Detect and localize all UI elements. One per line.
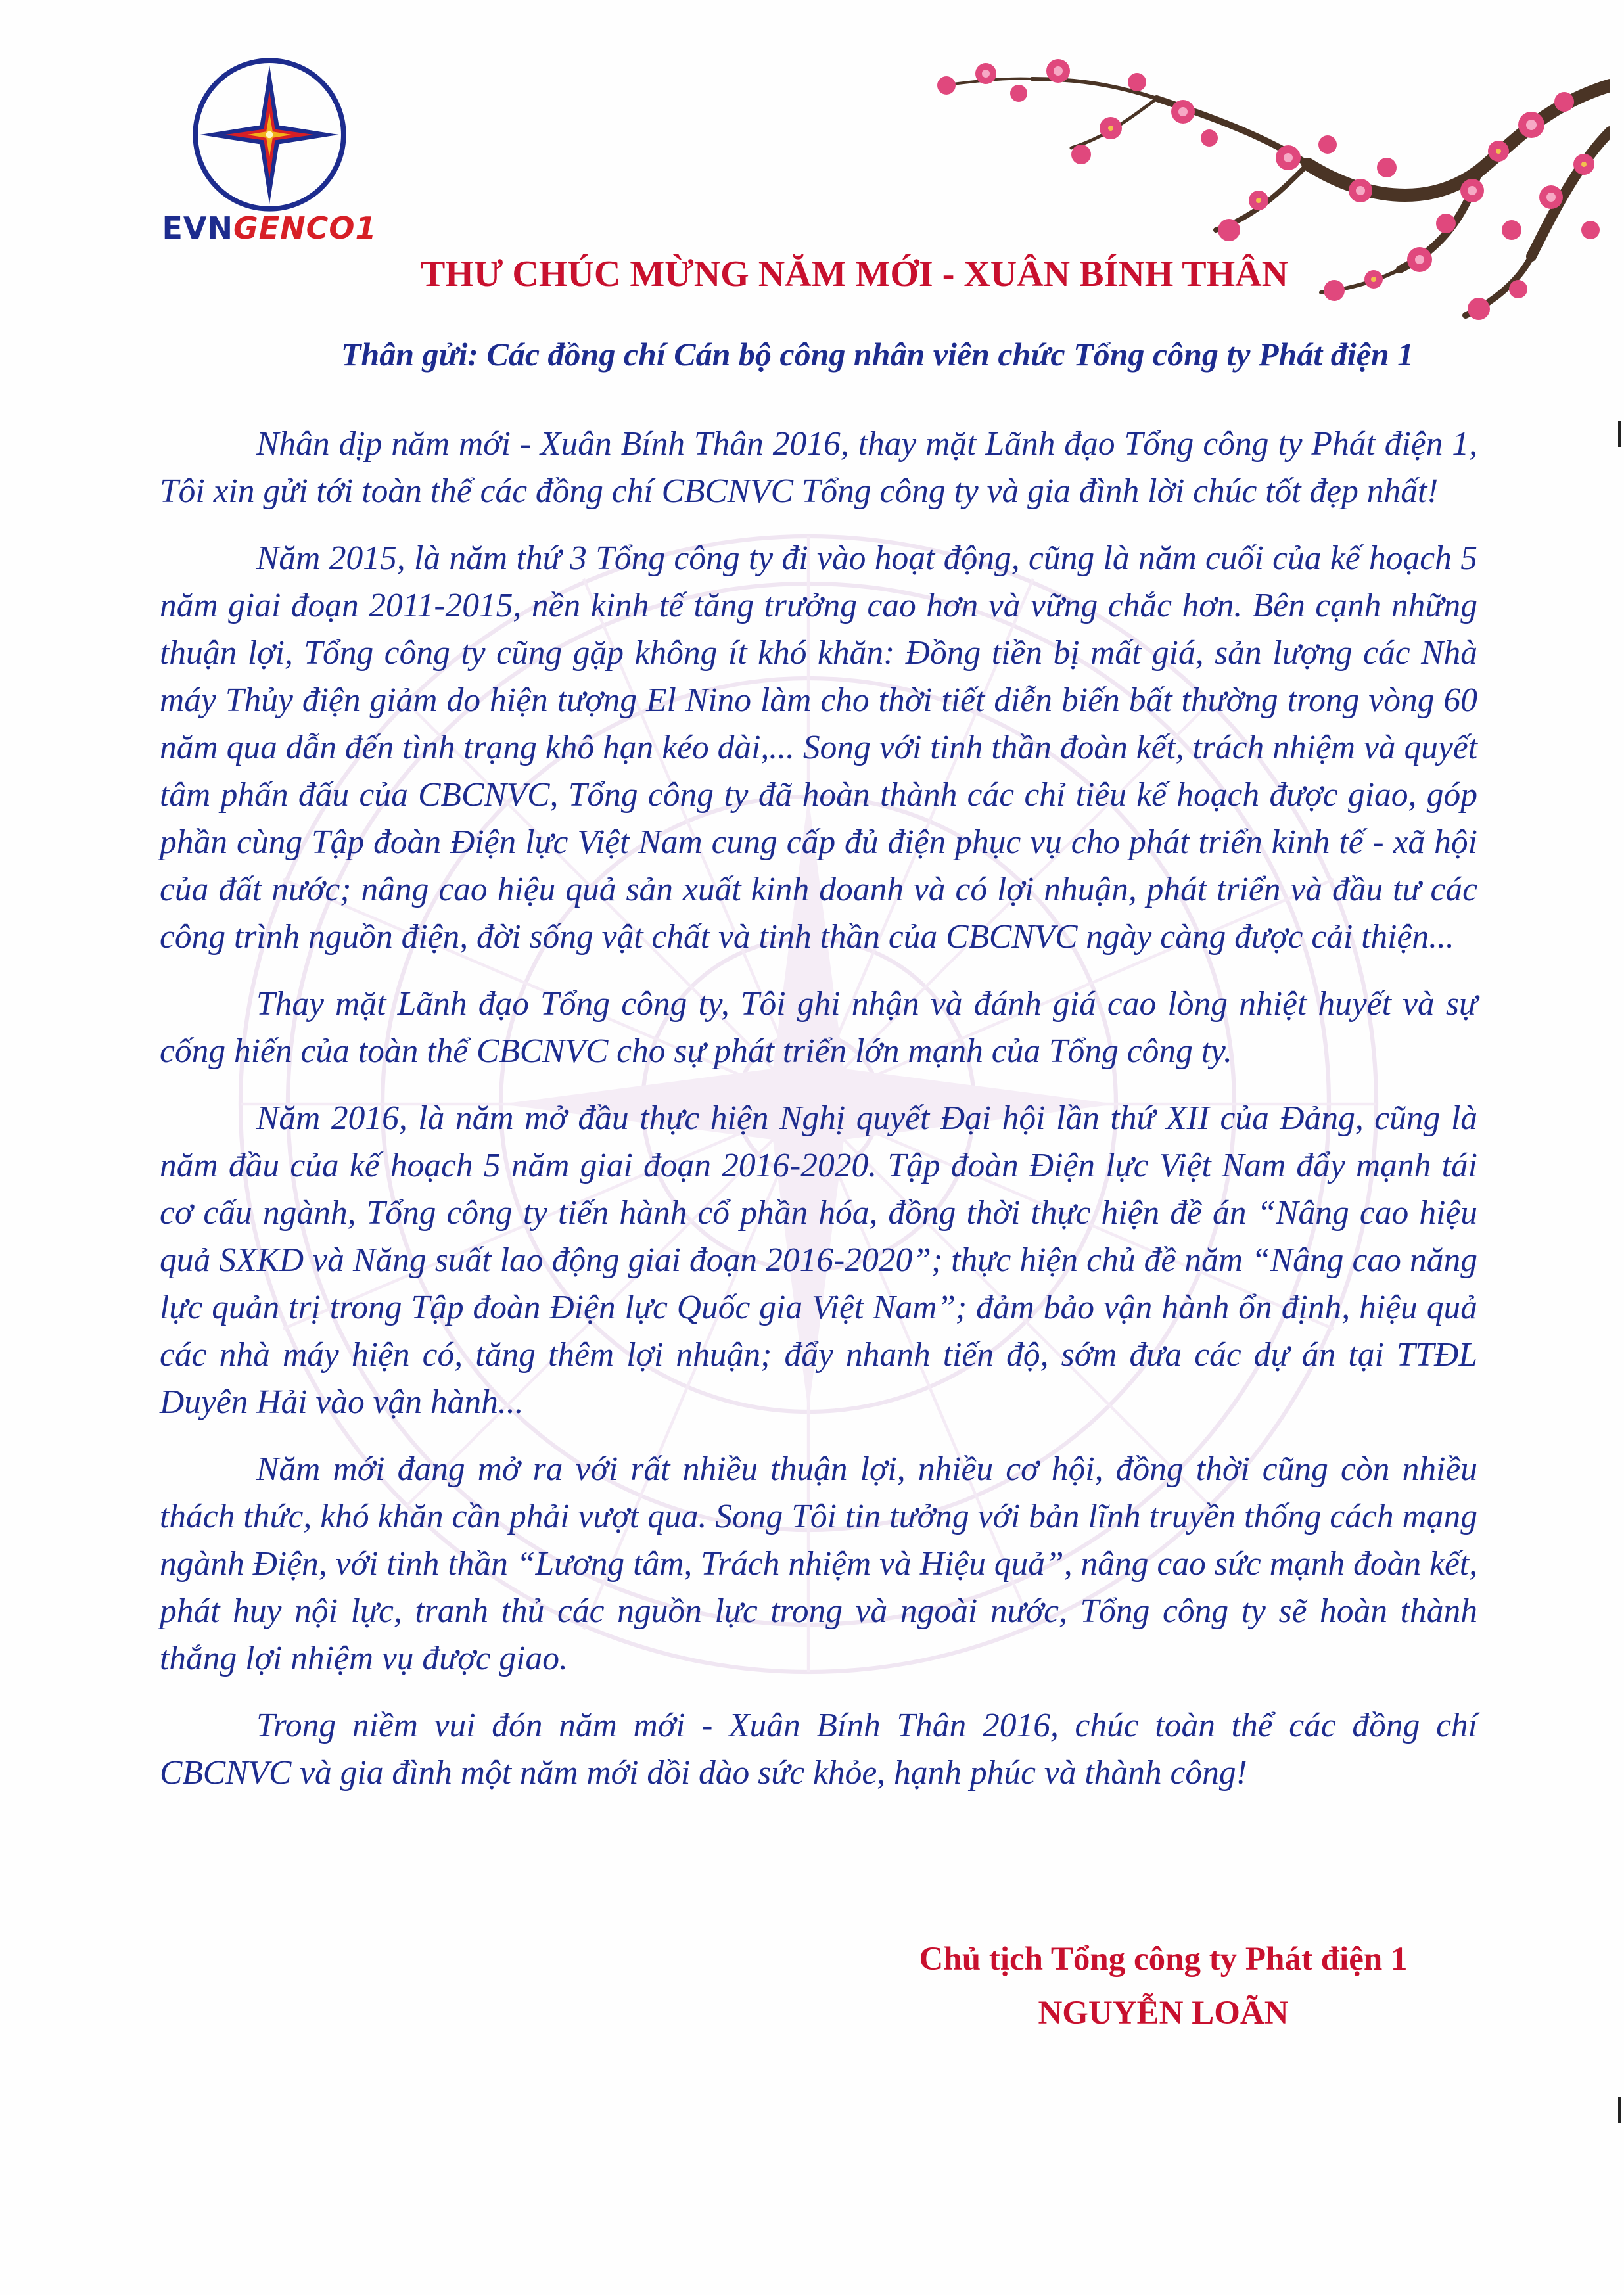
signature-title: Chủ tịch Tổng công ty Phát điện 1 <box>919 1941 1408 1978</box>
scan-edge-mark <box>1618 2097 1621 2123</box>
logo-genco-text: GENCO1 <box>233 210 377 246</box>
body-paragraph: Năm mới đang mở ra với rất nhiều thuận lợi, nhiều cơ hội, đồng thời cũng còn nhiều thách thức, khó khăn cần phải vượt qua. Song Tôi tin tưởng với bản lĩnh truyền thống cách mạng ngành Điện, với tinh thần “Lương tâm, Trách nhiệm và Hiệu quả”, nâng cao sức mạnh đoàn kết, phát huy nội lực, tranh thủ các nguồn lực trong và ngoài nước, Tổng công ty sẽ hoàn thành thắng lợi nhiệm vụ được giao. <box>160 1450 1477 1677</box>
body-paragraph: Thay mặt Lãnh đạo Tổng công ty, Tôi ghi nhận và đánh giá cao lòng nhiệt huyết và sự cống hiến của toàn thể CBCNVC cho sự phát triển lớn mạnh của Tổng công ty. <box>160 985 1477 1070</box>
scan-edge-mark <box>1618 421 1621 447</box>
body-paragraph: Năm 2016, là năm mở đầu thực hiện Nghị quyết Đại hội lần thứ XII của Đảng, cũng là năm đầu của kế hoạch 5 năm giai đoạn 2016-2020. Tập đoàn Điện lực Việt Nam đẩy mạnh tái cơ cấu ngành, Tổng công ty tiến hành cổ phần hóa, đồng thời thực hiện đề án “Nâng cao hiệu quả SXKD và Năng suất lao động giai đoạn 2016-2020”; thực hiện chủ đề năm “Nâng cao năng lực quản trị trong Tập đoàn Điện lực Quốc gia Việt Nam”; đảm bảo vận hành ổn định, hiệu quả các nhà máy hiện có, tăng thêm lợi nhuận; đẩy nhanh tiến độ, sớm đưa các dự án tại TTĐL Duyên Hải vào vận hành... <box>160 1100 1477 1421</box>
letter-salutation: Thân gửi: Các đồng chí Cán bộ công nhân viên chức Tổng công ty Phát điện 1 <box>340 336 1414 373</box>
body-paragraph: Nhân dịp năm mới - Xuân Bính Thân 2016, thay mặt Lãnh đạo Tổng công ty Phát điện 1, Tôi xin gửi tới toàn thể các đồng chí CBCNVC Tổng công ty và gia đình lời chúc tốt đẹp nhất! <box>160 425 1477 510</box>
body-paragraph: Trong niềm vui đón năm mới - Xuân Bính Thân 2016, chúc toàn thể các đồng chí CBCNVC và gia đình một năm mới dồi dào sức khỏe, hạnh phúc và thành công! <box>160 1707 1477 1792</box>
signature-block <box>828 1932 1498 2040</box>
company-logo <box>158 56 381 246</box>
logo-wordmark <box>158 210 381 246</box>
logo-evn-text: EVN <box>162 210 233 246</box>
letter-body <box>160 421 1477 1817</box>
signature-name: NGUYỄN LOÃN <box>1038 1995 1289 2031</box>
evn-compass-star-icon <box>191 56 348 214</box>
letter-title: THƯ CHÚC MỪNG NĂM MỚI - XUÂN BÍNH THÂN <box>420 254 1289 294</box>
body-paragraph: Năm 2015, là năm thứ 3 Tổng công ty đi vào hoạt động, cũng là năm cuối của kế hoạch 5 năm giai đoạn 2011-2015, nền kinh tế tăng trưởng cao hơn và vững chắc hơn. Bên cạnh những thuận lợi, Tổng công ty cũng gặp không ít khó khăn: Đồng tiền bị mất giá, sản lượng các Nhà máy Thủy điện giảm do hiện tượng El Nino làm cho thời tiết diễn biến bất thường trong vòng 60 năm qua dẫn đến tình trạng khô hạn kéo dài,... Song với tinh thần đoàn kết, trách nhiệm và quyết tâm phấn đấu của CBCNVC, Tổng công ty đã hoàn thành các chỉ tiêu kế hoạch được giao, góp phần cùng Tập đoàn Điện lực Việt Nam cung cấp đủ điện phục vụ cho phát triển kinh tế - xã hội của đất nước; nâng cao hiệu quả sản xuất kinh doanh và có lợi nhuận, phát triển và đầu tư các công trình nguồn điện, đời sống vật chất và tinh thần của CBCNVC ngày càng được cải thiện... <box>160 540 1477 956</box>
